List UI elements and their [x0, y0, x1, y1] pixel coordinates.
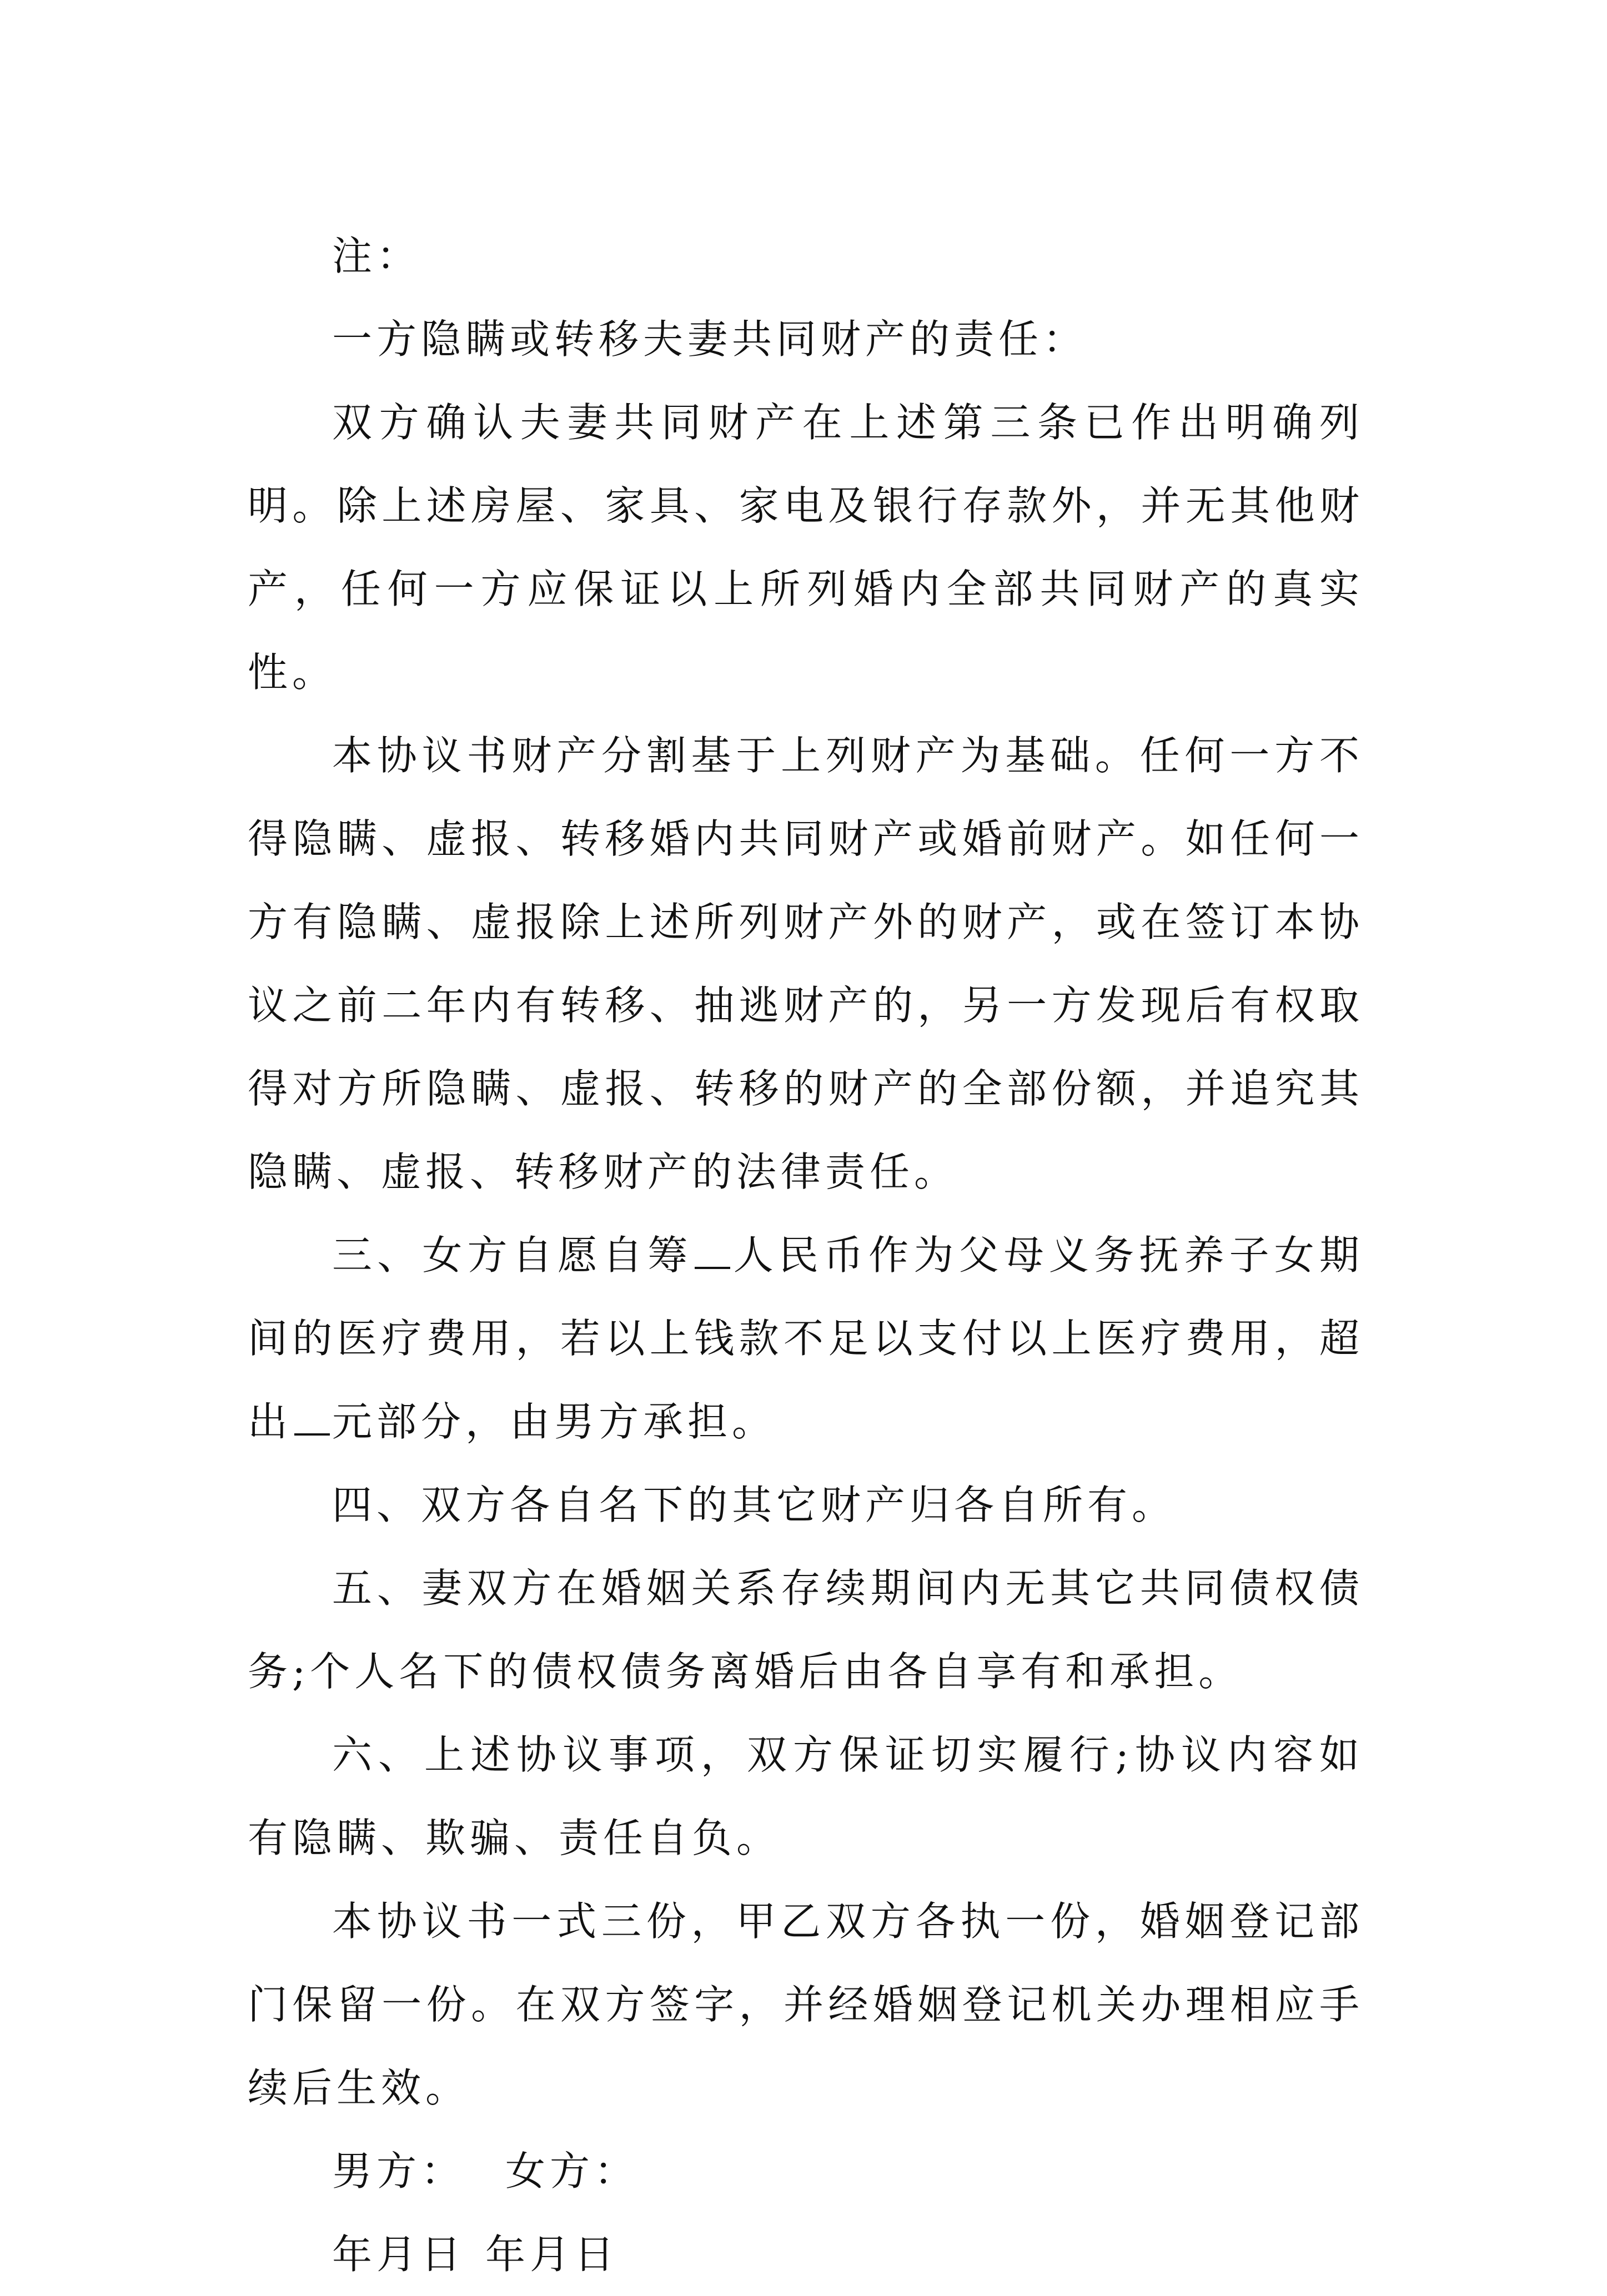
clause-six: 六、上述协议事项，双方保证切实履行;协议内容如有隐瞒、欺骗、责任自负。 — [248, 1731, 1364, 1861]
section-title: 一方隐瞒或转移夫妻共同财产的责任： — [332, 316, 1088, 362]
note-heading: 注： — [332, 233, 421, 279]
copies-paragraph: 本协议书一式三份，甲乙双方各执一份，婚姻登记部门保留一份。在双方签字，并经婚姻登记机关办理相应手续后生效。 — [248, 1898, 1364, 2111]
excess-blank — [294, 1402, 330, 1436]
clause-three-part1: 三、女方自愿自筹 — [332, 1232, 693, 1278]
signature-line — [248, 2129, 1364, 2213]
clause-three-part3: 元部分，由男方承担。 — [332, 1398, 777, 1445]
amount-blank — [695, 1236, 730, 1269]
female-signature-label: 女方： — [505, 2148, 639, 2194]
clause-three-part2: 人民币作为父母义务抚养子女期间的医疗费用，若以上钱款不足以支付以上医疗费用，超出 — [248, 1232, 1364, 1445]
female-date: 年月日 — [485, 2231, 619, 2278]
clause-five: 五、妻双方在婚姻关系存续期间内无其它共同债权债务;个人名下的债权债务离婚后由各自享有和承担。 — [248, 1565, 1364, 1695]
paragraph-confirm: 双方确认夫妻共同财产在上述第三条已作出明确列明。除上述房屋、家具、家电及银行存款外，并无其他财产，任何一方应保证以上所列婚内全部共同财产的真实性。 — [248, 399, 1364, 696]
document-body — [248, 214, 1364, 2296]
date-line — [248, 2213, 1364, 2296]
clause-three — [248, 1214, 1364, 1463]
paragraph-basis: 本协议书财产分割基于上列财产为基础。任何一方不得隐瞒、虚报、转移婚内共同财产或婚前财产。如任何一方有隐瞒、虚报除上述所列财产外的财产，或在签订本协议之前二年内有转移、抽逃财产的，另一方发现后有权取得对方所隐瞒、虚报、转移的财产的全部份额，并追究其隐瞒、虚报、转移财产的法律责任。 — [248, 732, 1364, 1195]
male-signature-label: 男方： — [332, 2148, 466, 2194]
clause-four: 四、双方各自名下的其它财产归各自所有。 — [332, 1482, 1177, 1528]
male-date: 年月日 — [332, 2231, 466, 2278]
